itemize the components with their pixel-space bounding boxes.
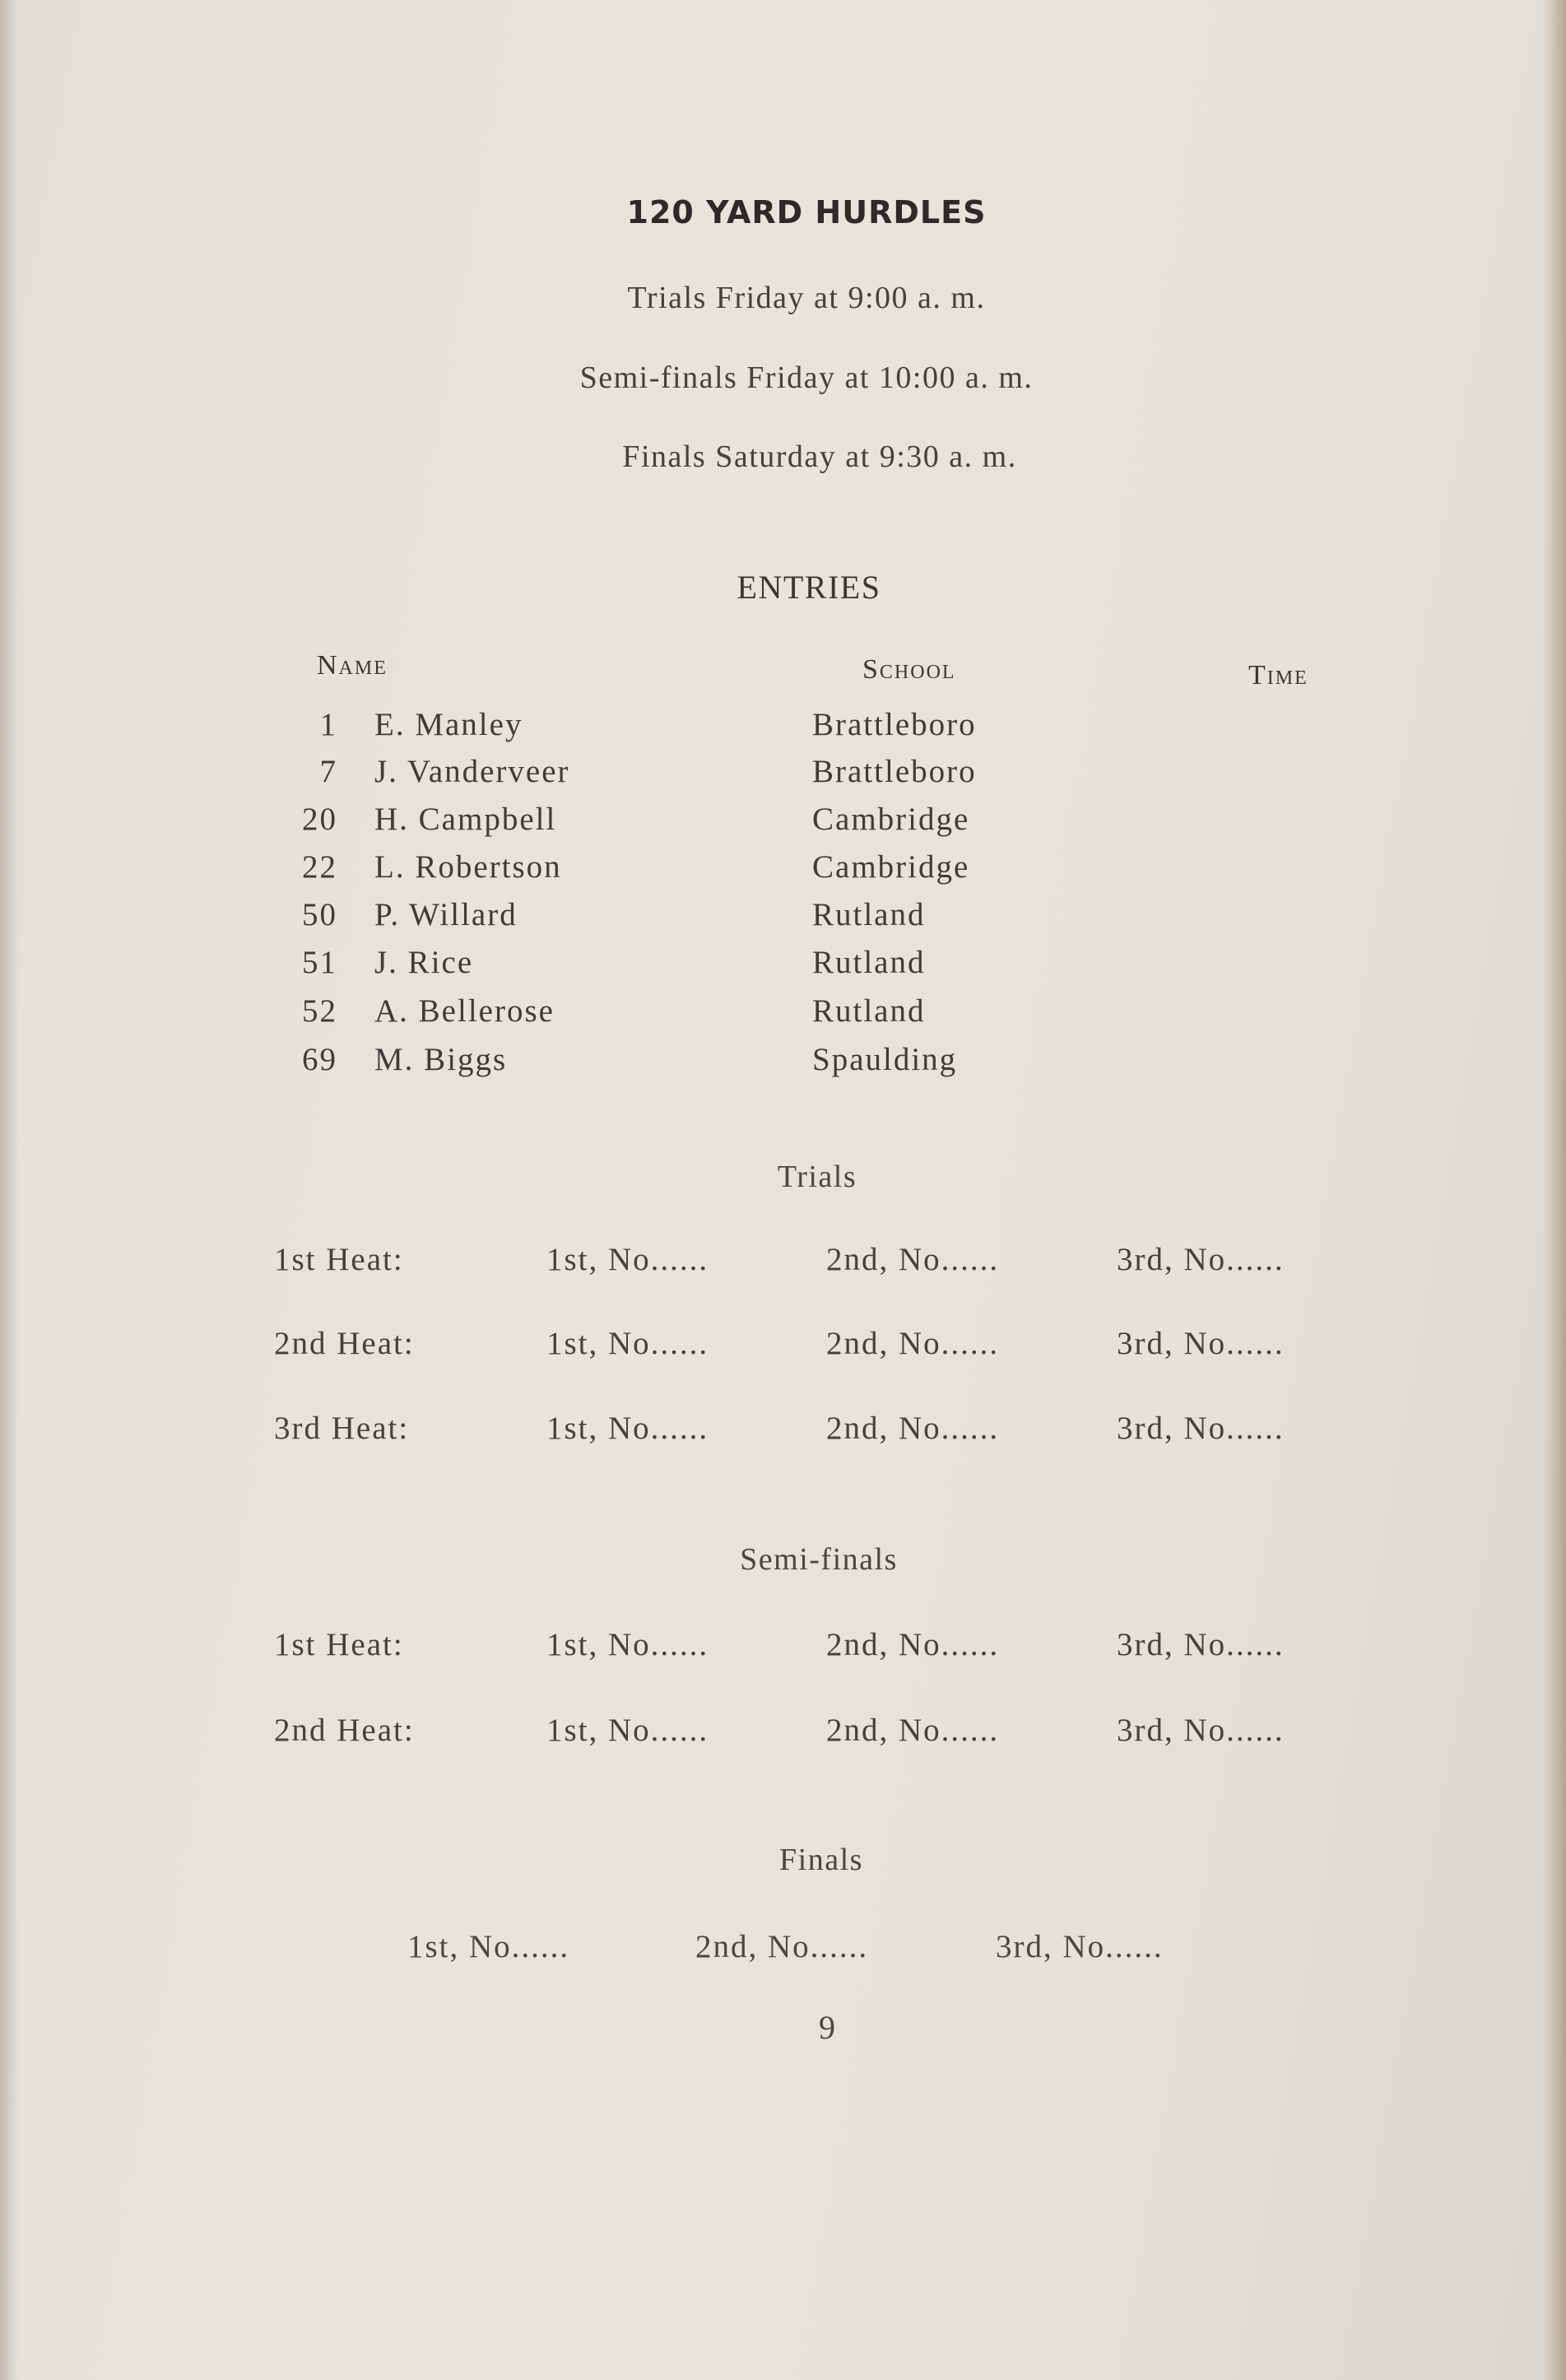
column-header-time: Time <box>1248 660 1308 690</box>
entry-row <box>0 944 1566 992</box>
third-place-blank: 3rd, No...... <box>1117 1326 1285 1361</box>
first-place-blank: 1st, No...... <box>546 1713 709 1748</box>
first-place-blank: 1st, No...... <box>546 1627 709 1662</box>
third-place-blank: 3rd, No...... <box>1117 1627 1285 1662</box>
entry-number: 69 <box>302 1042 337 1077</box>
entry-school: Brattleboro <box>812 707 977 742</box>
column-header-name: Name <box>317 650 388 681</box>
second-place-blank: 2nd, No...... <box>826 1411 1000 1446</box>
entry-name: P. Willard <box>374 897 518 932</box>
first-place-blank: 1st, No...... <box>546 1326 709 1361</box>
heat-label: 3rd Heat: <box>274 1411 410 1446</box>
entry-row <box>0 753 1566 801</box>
entry-name: H. Campbell <box>374 802 557 837</box>
entry-number: 51 <box>302 945 337 980</box>
third-place-blank: 3rd, No...... <box>1117 1242 1285 1277</box>
second-place-blank: 2nd, No...... <box>826 1713 1000 1748</box>
finals-heading: Finals <box>779 1843 863 1877</box>
entry-number: 22 <box>302 849 337 885</box>
heat-row <box>0 1626 1566 1676</box>
entry-row <box>0 896 1566 944</box>
second-place-blank: 2nd, No...... <box>826 1326 1000 1361</box>
entry-school: Cambridge <box>812 849 970 885</box>
entry-row <box>0 706 1566 754</box>
page-number: 9 <box>819 2009 835 2046</box>
trials-heading: Trials <box>777 1160 857 1194</box>
second-place-blank: 2nd, No...... <box>826 1242 1000 1277</box>
semifinals-heading: Semi-finals <box>740 1542 898 1577</box>
schedule-finals: Finals Saturday at 9:30 a. m. <box>622 439 1017 474</box>
third-place-blank: 3rd, No...... <box>1117 1411 1285 1446</box>
event-title: 120 YARD HURDLES <box>626 194 987 230</box>
entry-row <box>0 848 1566 896</box>
entry-number: 50 <box>302 897 337 932</box>
entry-name: J. Rice <box>374 945 474 980</box>
entry-number: 20 <box>302 802 337 837</box>
entry-school: Rutland <box>812 945 926 980</box>
entry-school: Brattleboro <box>812 754 977 789</box>
entry-school: Rutland <box>812 897 926 932</box>
entry-school: Rutland <box>812 993 926 1029</box>
heat-row <box>0 1712 1566 1761</box>
entry-name: L. Robertson <box>374 849 562 885</box>
heat-label: 2nd Heat: <box>274 1713 415 1748</box>
heat-label: 2nd Heat: <box>274 1326 415 1361</box>
entry-name: E. Manley <box>374 707 523 742</box>
heat-row <box>0 1325 1566 1374</box>
entry-school: Spaulding <box>812 1042 958 1077</box>
column-header-school: School <box>862 654 956 685</box>
entry-number: 52 <box>302 993 337 1029</box>
heat-row <box>0 1241 1566 1290</box>
heat-row <box>0 1410 1566 1459</box>
entry-name: A. Bellerose <box>374 993 555 1029</box>
schedule-semifinals: Semi-finals Friday at 10:00 a. m. <box>579 360 1034 395</box>
entry-name: M. Biggs <box>374 1042 508 1077</box>
entry-row <box>0 1041 1566 1089</box>
second-place-blank: 2nd, No...... <box>695 1929 869 1964</box>
third-place-blank: 3rd, No...... <box>996 1929 1164 1964</box>
heat-label: 1st Heat: <box>274 1242 404 1277</box>
first-place-blank: 1st, No...... <box>407 1929 570 1964</box>
heat-label: 1st Heat: <box>274 1627 404 1662</box>
first-place-blank: 1st, No...... <box>546 1411 709 1446</box>
entry-school: Cambridge <box>812 802 970 837</box>
entry-row <box>0 801 1566 848</box>
entry-row <box>0 992 1566 1040</box>
third-place-blank: 3rd, No...... <box>1117 1713 1285 1748</box>
entry-number: 1 <box>319 707 337 742</box>
entry-number: 7 <box>319 754 337 789</box>
entry-name: J. Vanderveer <box>374 754 570 789</box>
second-place-blank: 2nd, No...... <box>826 1627 1000 1662</box>
first-place-blank: 1st, No...... <box>546 1242 709 1277</box>
entries-heading: ENTRIES <box>737 569 881 606</box>
schedule-trials: Trials Friday at 9:00 a. m. <box>627 281 986 315</box>
